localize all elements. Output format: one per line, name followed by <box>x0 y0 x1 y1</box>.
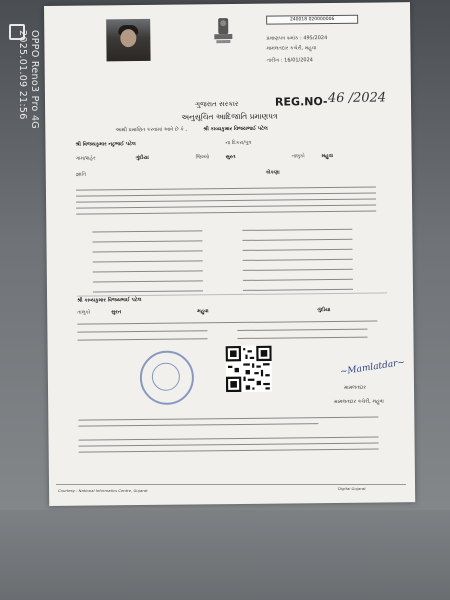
text-line <box>243 269 353 271</box>
text-line <box>242 229 352 231</box>
text-line <box>76 199 376 203</box>
text-line <box>76 193 376 197</box>
footer-digital-gujarat: Digital Gujarat <box>338 486 366 491</box>
serial-value: 495/2024 <box>303 35 328 42</box>
text-line <box>77 330 207 332</box>
order-list-right <box>242 225 372 226</box>
barcode-id: 240018 020000006 <box>266 15 358 25</box>
text-line <box>79 437 379 441</box>
taluka-value: મહુવા <box>321 152 334 160</box>
district-label: જિલ્લો <box>195 154 210 161</box>
text-line <box>93 270 203 272</box>
camera-device: OPPO Reno3 Pro 4G <box>29 30 40 129</box>
text-line <box>79 449 379 453</box>
order-list-left <box>92 226 222 227</box>
text-line <box>78 423 318 427</box>
date-row <box>267 57 313 63</box>
taluka-label: તાલુકો <box>291 153 305 160</box>
section-divider <box>77 292 387 296</box>
intro-text: આથી પ્રમાણિત કરવામાં આવે છે કે , <box>115 126 187 134</box>
text-line <box>79 443 379 447</box>
text-line <box>78 417 378 421</box>
office-label: મામલતદાર કચેરી, મહુવા <box>266 45 317 52</box>
text-line <box>243 259 353 261</box>
text-line <box>93 250 203 252</box>
certificate-title: અનુસૂચિત આદિજાતિ પ્રમાણપત્ર <box>181 111 278 122</box>
caste-label: જ્ઞાતિ <box>75 171 87 178</box>
holder-photo <box>106 19 150 61</box>
officer-signature: ~Mamlatdar~ <box>339 357 406 378</box>
seal-inner-ring <box>152 363 180 391</box>
holder-name: શ્રી કાવ્યકુમાર વિજયભાઈ પટેલ <box>203 125 268 133</box>
father-name: શ્રી વિજયકુમાર નટુભાઈ પટેલ <box>75 141 136 148</box>
text-line <box>76 211 376 215</box>
photo-face <box>120 29 136 47</box>
reg-no-label: REG.NO- <box>274 95 328 109</box>
footer-line <box>56 484 406 485</box>
relation: ના દિકરા/પુત્ર <box>225 139 252 147</box>
date-value: 16/01/2024 <box>284 57 313 64</box>
serial-row <box>266 35 327 42</box>
footer-courtesy: Courtesy : National Informatics Centre, Gujarat <box>58 488 148 493</box>
text-line <box>237 329 367 331</box>
text-line <box>243 249 353 251</box>
text-line <box>243 289 353 291</box>
bearer-taluka: મહુવા <box>197 308 209 315</box>
text-line <box>93 290 203 292</box>
bearer-district: સુરત <box>111 309 122 316</box>
text-line <box>92 240 202 242</box>
date-label: તારીખ : <box>266 57 283 64</box>
camera-watermark <box>6 30 40 129</box>
village-label: ગામ/શહેર <box>75 155 96 162</box>
state-emblem-icon <box>210 16 236 48</box>
camera-datetime: 2025.01.09 21:56 <box>17 30 28 120</box>
text-line <box>242 239 352 241</box>
serial-label: પ્રમાણપત્ર ક્રમાંક : <box>266 35 302 42</box>
text-line <box>92 230 202 232</box>
text-line <box>77 321 377 325</box>
bearer-village: ગુંદીયા <box>317 307 331 314</box>
district-value: સુરત <box>225 154 236 161</box>
surface-below-paper <box>0 510 450 600</box>
officer-title: મામલતદાર <box>343 384 367 391</box>
qr-code <box>226 346 272 392</box>
reg-no-handwritten: 46 /2024 <box>327 90 387 107</box>
caste-value: કોકણા <box>265 169 280 176</box>
text-line <box>77 338 207 340</box>
government-title: ગુજરાત સરકાર <box>194 99 239 109</box>
text-line <box>76 205 376 209</box>
text-line <box>93 280 203 282</box>
certificate-paper <box>44 2 415 506</box>
bearer-taluka-label: તાલુકો <box>77 309 91 316</box>
village-value: ગુંદીયા <box>135 154 149 162</box>
text-line <box>237 337 367 339</box>
officer-office: મામલતદાર કચેરી, મહુવા <box>334 398 384 405</box>
bearer-name: શ્રી કાવ્યકુમાર વિજયભાઈ પટેલ <box>77 296 142 304</box>
text-line <box>243 279 353 281</box>
official-seal-stamp <box>140 350 195 405</box>
text-line <box>93 260 203 262</box>
